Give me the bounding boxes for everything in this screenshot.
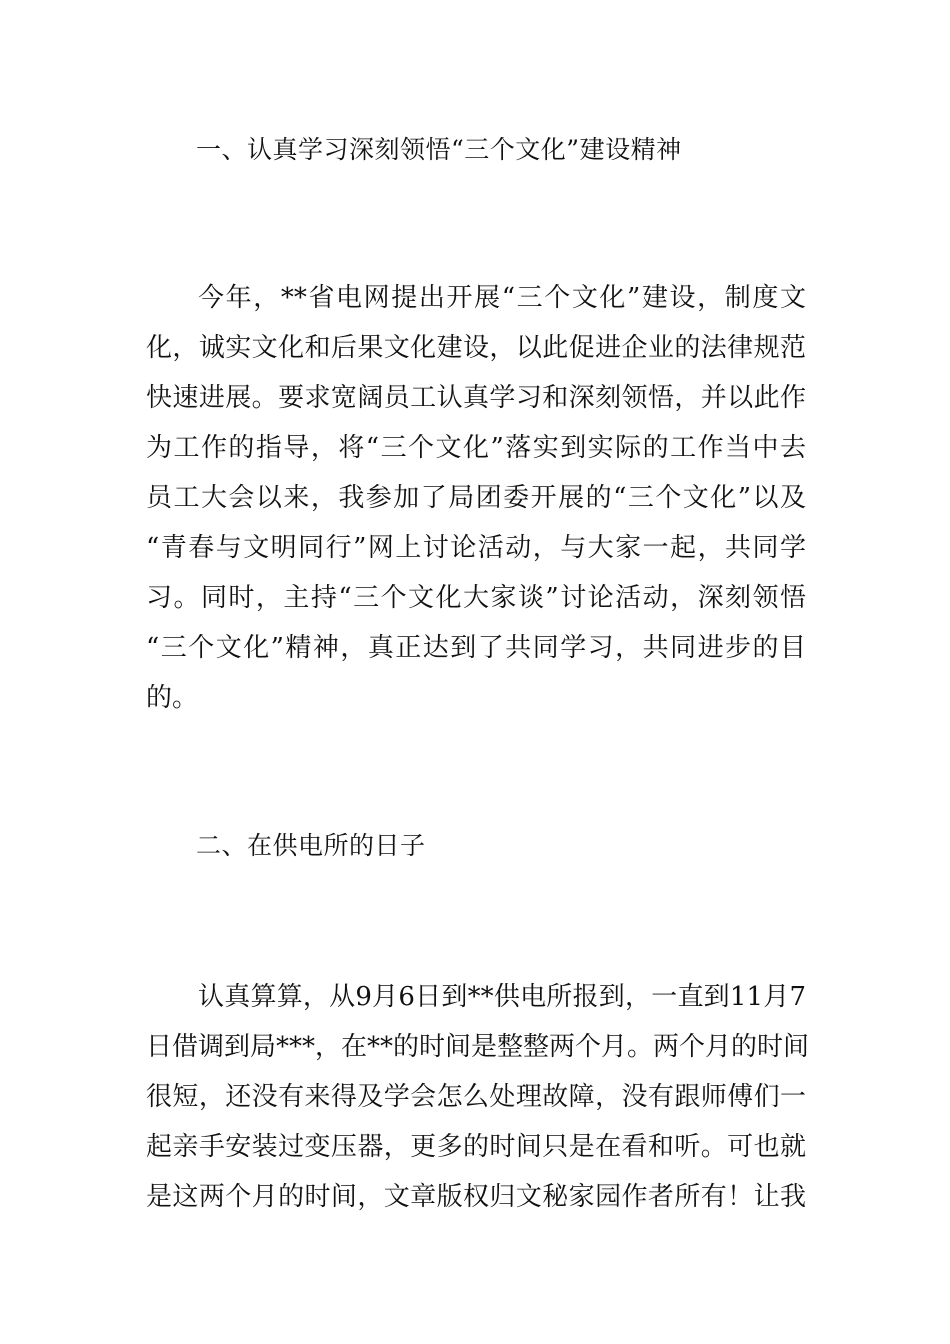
section-1-heading: 一、认真学习深刻领悟“三个文化”建设精神 <box>196 135 682 164</box>
paragraph-line: 是这两个月的时间，文章版权归文秘家园作者所有！让我 <box>146 1182 806 1212</box>
paragraph-line: 的。 <box>146 683 199 713</box>
paragraph-line: “青春与文明同行”网上讨论活动，与大家一起，共同学 <box>146 533 806 563</box>
paragraph-line: “三个文化”精神，真正达到了共同学习，共同进步的目 <box>146 633 806 663</box>
paragraph-line: 习。同时，主持“三个文化大家谈”讨论活动，深刻领悟 <box>146 583 806 613</box>
paragraph-line: 日借调到局***，在**的时间是整整两个月。两个月的时间 <box>146 1032 810 1062</box>
paragraph-line: 员工大会以来，我参加了局团委开展的“三个文化”以及 <box>146 483 806 513</box>
paragraph-line: 起亲手安装过变压器，更多的时间只是在看和听。可也就 <box>146 1132 806 1162</box>
paragraph-line: 化，诚实文化和后果文化建设，以此促进企业的法律规范 <box>146 333 806 363</box>
section-2-heading: 二、在供电所的日子 <box>196 831 426 860</box>
paragraph-line: 认真算算，从9月6日到**供电所报到，一直到11月7 <box>198 982 806 1012</box>
paragraph-line: 很短，还没有来得及学会怎么处理故障，没有跟师傅们一 <box>146 1082 806 1112</box>
paragraph-line: 今年，**省电网提出开展“三个文化”建设，制度文 <box>198 283 806 313</box>
paragraph-line: 为工作的指导，将“三个文化”落实到实际的工作当中去 <box>146 433 806 463</box>
paragraph-line: 快速进展。要求宽阔员工认真学习和深刻领悟，并以此作 <box>146 383 806 413</box>
